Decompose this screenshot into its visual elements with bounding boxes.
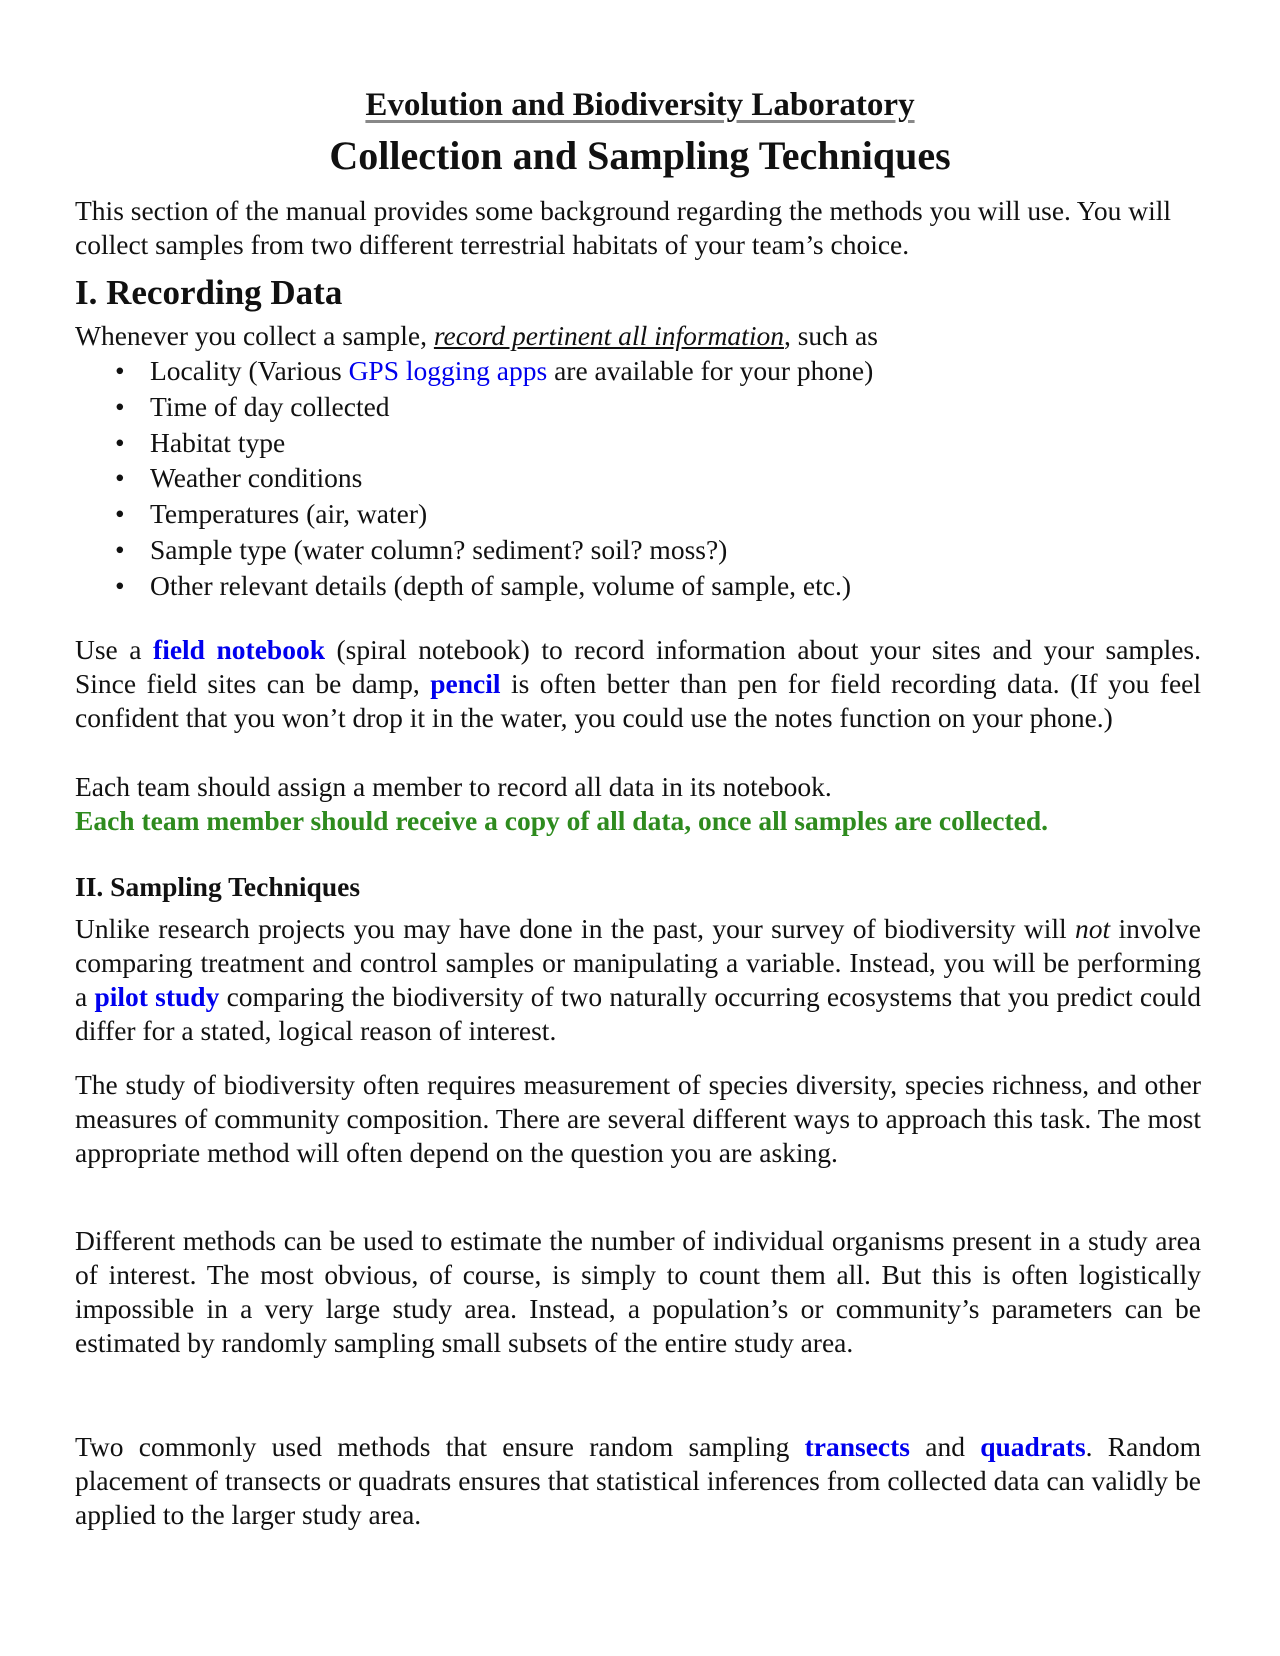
intro-paragraph: This section of the manual provides some background regarding the methods you will use. You will collect samples from two different terrestrial habitats of your team’s choice. xyxy=(75,195,1172,260)
copy-data-notice: Each team member should receive a copy of all data, once all samples are collected. xyxy=(75,805,1049,836)
lead-text: Whenever you collect a sample, xyxy=(75,320,434,351)
transects-paragraph: Two commonly used methods that ensure random sampling transects and quadrats. Random placement of transects or quadrats ensures that statistical inferences from collected data can validly be applied to the larger study area. xyxy=(75,1431,1201,1530)
section2-heading: II. Sampling Techniques xyxy=(75,871,361,902)
list-item: • Weather conditions xyxy=(75,460,1201,496)
list-item: • Other relevant details (depth of sample, volume of sample, etc.) xyxy=(75,568,1201,604)
lab-title: Evolution and Biodiversity Laboratory xyxy=(365,87,915,123)
field-notebook-term: field notebook xyxy=(153,634,325,665)
section1-heading: I. Recording Data xyxy=(75,273,343,312)
lead-emphasis: record pertinent all information xyxy=(433,320,784,351)
pencil-term: pencil xyxy=(430,668,501,699)
list-item: • Habitat type xyxy=(75,425,1201,461)
pilot-study-term: pilot study xyxy=(94,981,220,1012)
page-title: Collection and Sampling Techniques xyxy=(329,133,951,178)
biodiversity-paragraph: The study of biodiversity often requires measurement of species diversity, species richness, and other measures of community composition. There are several different ways to approach this task. The most appropriate method will often depend on the question you are asking. xyxy=(75,1069,1201,1168)
pilot-study-paragraph: Unlike research projects you may have done in the past, your survey of biodiversity will not involve comparing treatment and control samples or manipulating a variable. Instead, you will be performing a pilot study comparing the biodiversity of two naturally occurring ecosystems that you predict could differ for a stated, logical reason of interest. xyxy=(75,913,1201,1046)
section1-lead xyxy=(75,319,1201,353)
gps-apps-link[interactable]: GPS logging apps xyxy=(348,355,548,386)
list-item: • Sample type (water column? sediment? soil? moss?) xyxy=(75,532,1201,568)
list-item: • Locality (Various GPS logging apps are available for your phone) xyxy=(75,353,1201,389)
recording-list xyxy=(75,353,1201,604)
transects-term: transects xyxy=(804,1431,910,1462)
notebook-paragraph: Use a field notebook (spiral notebook) to record information about your sites and your samples. Since field sites can be damp, pencil is often better than pen for field recording data. (If you feel confident that you won’t drop it in the water, you could use the notes function on your phone.) xyxy=(75,634,1201,733)
assign-member-text: Each team should assign a member to record all data in its notebook. xyxy=(75,771,832,802)
list-item: • Time of day collected xyxy=(75,389,1201,425)
lead-text: , such as xyxy=(783,320,878,351)
list-item: • Temperatures (air, water) xyxy=(75,496,1201,532)
quadrats-term: quadrats xyxy=(980,1431,1086,1462)
methods-paragraph: Different methods can be used to estimate the number of individual organisms present in a study area of interest. The most obvious, of course, is simply to count them all. But this is often logistically impossible in a very large study area. Instead, a population’s or community’s parameters can be estimated by randomly sampling small subsets of the entire study area. xyxy=(75,1225,1201,1358)
